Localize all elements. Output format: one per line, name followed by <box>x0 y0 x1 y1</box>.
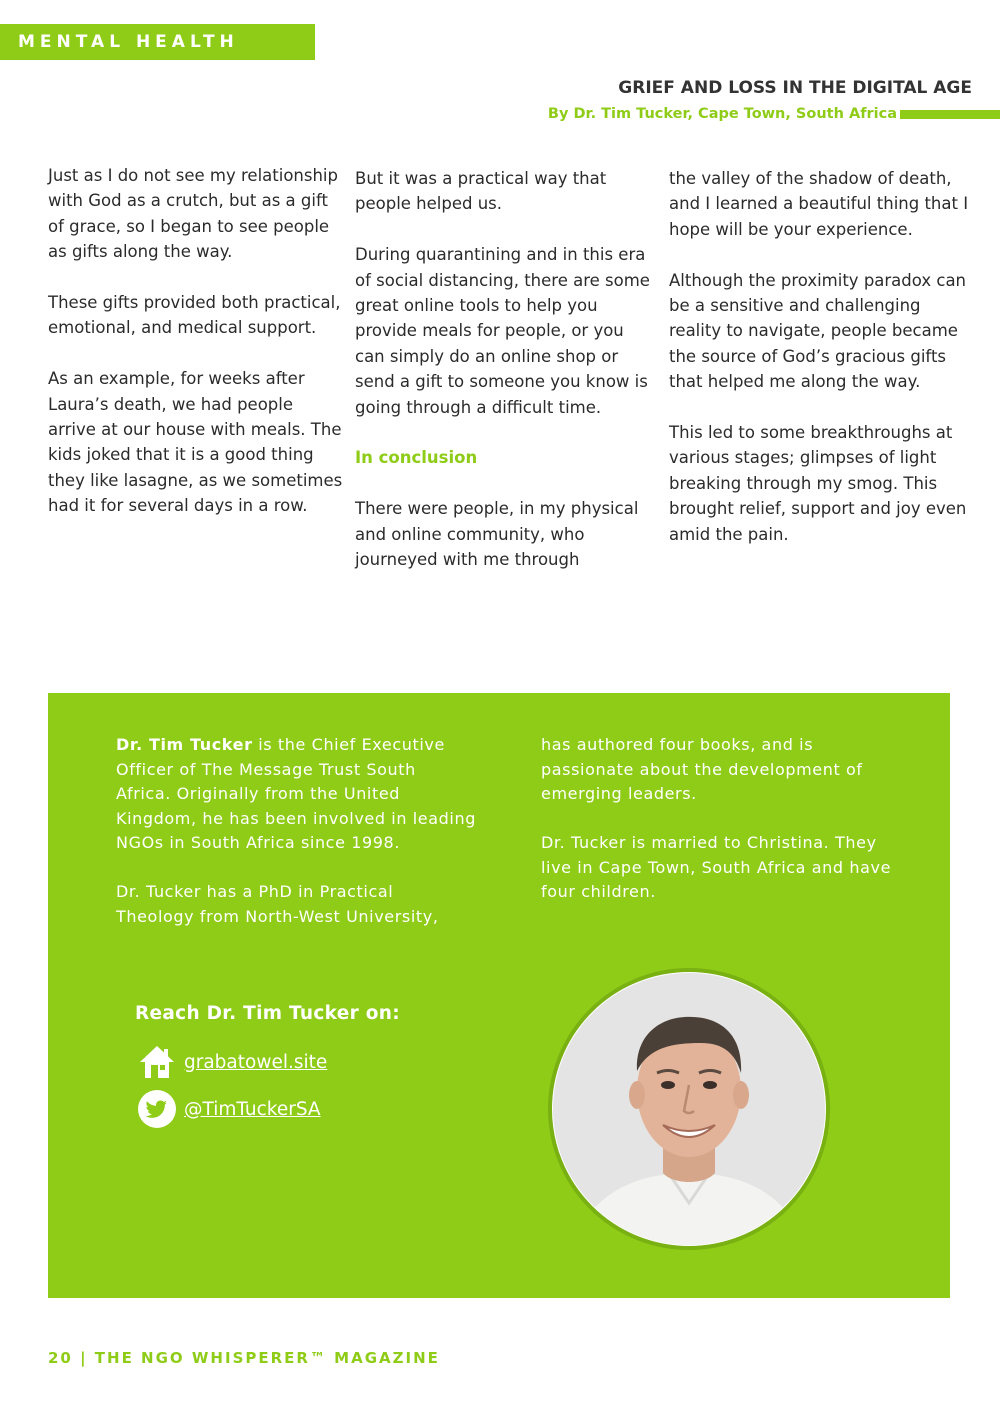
article-title: GRIEF AND LOSS IN THE DIGITAL AGE <box>618 78 972 98</box>
twitter-contact <box>138 1090 321 1128</box>
article-column-1 <box>48 163 344 544</box>
paragraph: Just as I do not see my relationship with God as a crutch, but as a gift of grace, so I began to see people as gifts along the way. <box>48 166 338 262</box>
website-link[interactable]: grabatowel.site <box>184 1051 328 1073</box>
bio-paragraph: Dr. Tucker has a PhD in Practical Theology from North-West University, <box>116 882 439 926</box>
paragraph: the valley of the shadow of death, and I learned a beautiful thing that I hope will be your experience. <box>669 169 969 239</box>
byline-accent-bar <box>900 110 1000 119</box>
paragraph: During quarantining and in this era of social distancing, there are some great online tools to help you provide meals for people, or you can simply do an online shop or send a gift to someone you know is going through a difficult time. <box>355 245 650 417</box>
twitter-link[interactable]: @TimTuckerSA <box>184 1098 321 1120</box>
paragraph: These gifts provided both practical, emotional, and medical support. <box>48 293 341 338</box>
section-tag: MENTAL HEALTH <box>0 24 315 60</box>
author-name: Dr. Tim Tucker <box>116 735 253 754</box>
byline-row <box>548 104 1000 124</box>
article-column-3 <box>669 166 969 572</box>
page-footer: 20 | THE NGO WHISPERER™ MAGAZINE <box>48 1349 440 1367</box>
author-portrait <box>548 968 830 1250</box>
website-contact <box>138 1043 327 1081</box>
bio-column-1 <box>116 733 476 954</box>
bio-paragraph <box>116 733 476 856</box>
paragraph: This led to some breakthroughs at various stages; glimpses of light breaking through my smog. This brought relief, support and joy even amid the pain. <box>669 423 967 544</box>
article-column-2 <box>355 166 655 598</box>
bio-paragraph: has authored four books, and is passionate about the development of emerging leaders. <box>541 735 863 803</box>
portrait-photo <box>553 973 825 1245</box>
twitter-icon <box>138 1090 176 1128</box>
paragraph: There were people, in my physical and online community, who journeyed with me through <box>355 499 639 570</box>
bio-text: is the Chief Executive Officer of The Message Trust South Africa. Originally from the United Kingdom, he has been involved in leading NGOs in South Africa since 1998. <box>116 735 476 852</box>
byline: By Dr. Tim Tucker, Cape Town, South Africa <box>547 106 897 122</box>
subheading: In conclusion <box>355 448 478 468</box>
reach-title: Reach Dr. Tim Tucker on: <box>135 1003 400 1024</box>
paragraph: As an example, for weeks after Laura’s death, we had people arrive at our house with meals. The kids joked that it is a good thing they like lasagne, as we sometimes had it for several days in a row. <box>48 369 343 516</box>
paragraph: But it was a practical way that people helped us. <box>355 169 607 214</box>
paragraph: Although the proximity paradox can be a sensitive and challenging reality to navigate, people became the source of God’s gracious gifts that helped me along the way. <box>669 270 967 392</box>
author-bio-box <box>48 693 950 1298</box>
bio-column-2 <box>541 733 911 929</box>
home-icon <box>138 1043 176 1081</box>
bio-paragraph: Dr. Tucker is married to Christina. They live in Cape Town, South Africa and have four children. <box>541 833 892 901</box>
